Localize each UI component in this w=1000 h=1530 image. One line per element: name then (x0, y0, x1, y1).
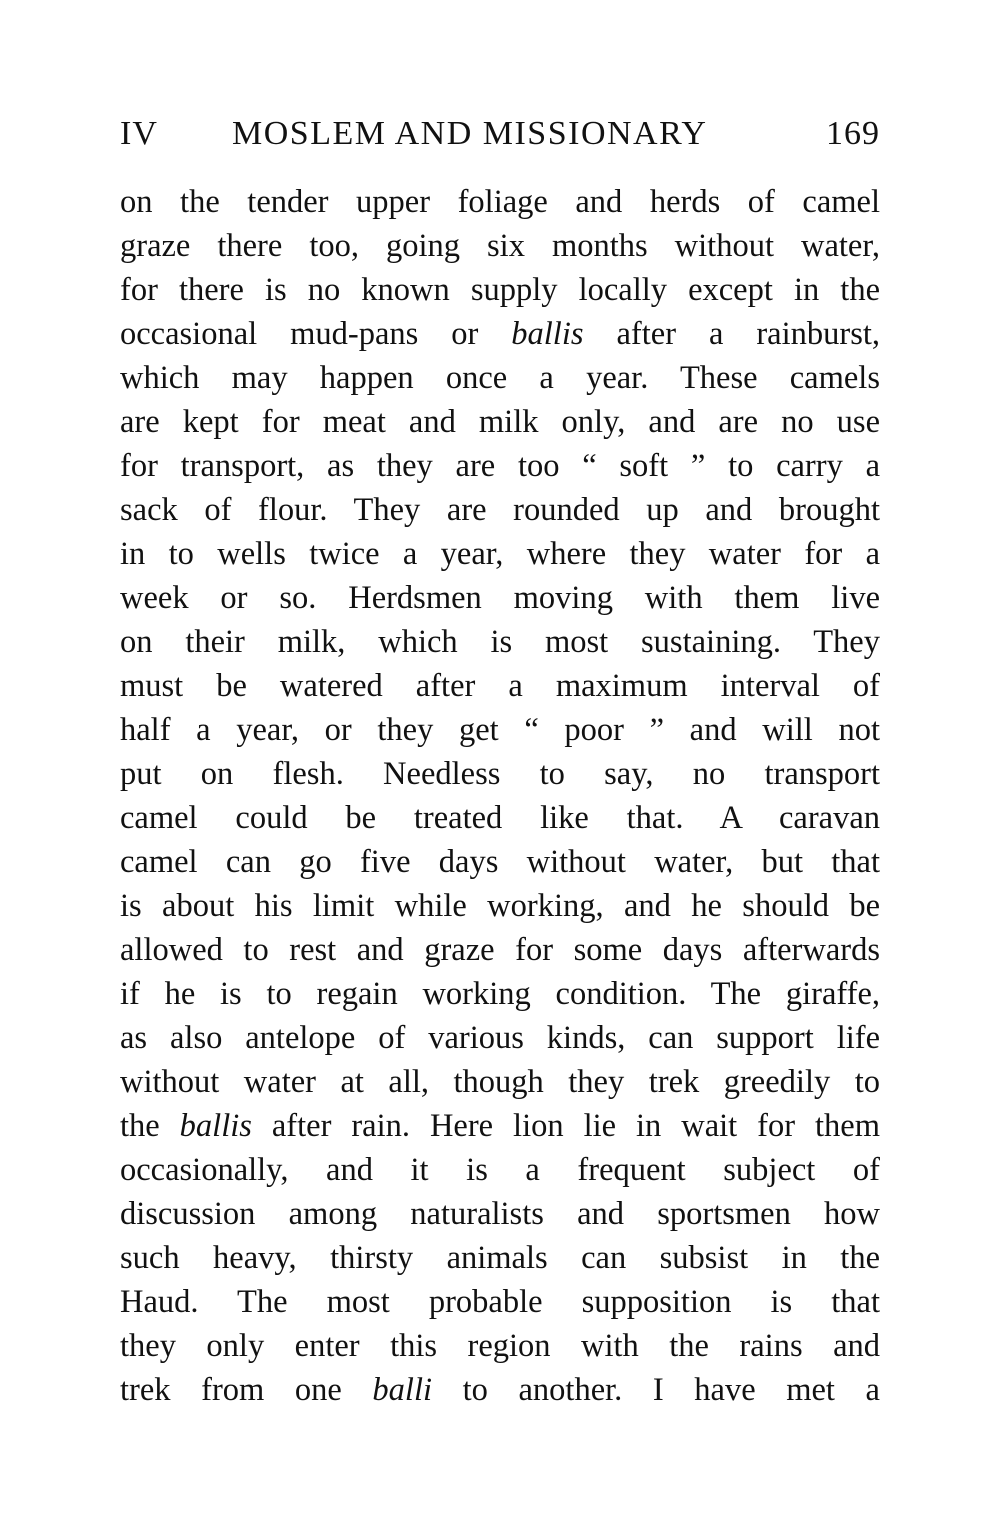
text-line (120, 928, 880, 972)
text-run: as also antelope of various kinds, can support life (120, 1020, 880, 1056)
text-run: such heavy, thirsty animals can subsist in the (120, 1240, 880, 1276)
text-run: must be watered after a maximum interval of (120, 668, 880, 704)
text-run: for there is no known supply locally except in the (120, 272, 880, 308)
text-line (120, 1148, 880, 1192)
text-run: they only enter this region with the rains and (120, 1328, 880, 1364)
text-line (120, 488, 880, 532)
text-run: discussion among naturalists and sportsmen how (120, 1196, 880, 1232)
running-title: MOSLEM AND MISSIONARY (232, 115, 708, 152)
text-run: is about his limit while working, and he should be (120, 888, 880, 924)
text-line (120, 752, 880, 796)
text-line (120, 532, 880, 576)
text-run: if he is to regain working condition. The giraffe, (120, 976, 880, 1012)
text-run: to another. I have met a (432, 1372, 880, 1408)
text-line (120, 664, 880, 708)
text-line (120, 840, 880, 884)
text-run: after a rainburst, (583, 316, 881, 352)
text-run: for transport, as they are too “ soft ” to carry a (120, 448, 880, 484)
text-line (120, 224, 880, 268)
italic-term: ballis (511, 316, 584, 352)
text-run: without water at all, though they trek greedily to (120, 1064, 880, 1100)
text-line (120, 1324, 880, 1368)
text-run: in to wells twice a year, where they water for a (120, 536, 880, 572)
text-run: on the tender upper foliage and herds of camel (120, 184, 880, 220)
text-line (120, 708, 880, 752)
text-line (120, 1016, 880, 1060)
text-run: are kept for meat and milk only, and are no use (120, 404, 880, 440)
text-line (120, 1060, 880, 1104)
page-number: 169 (826, 115, 880, 152)
text-run: the (120, 1108, 180, 1144)
running-head (120, 112, 880, 156)
body-paragraph (120, 180, 880, 1412)
text-run: camel can go five days without water, but that (120, 844, 880, 880)
text-run: sack of flour. They are rounded up and brought (120, 492, 880, 528)
text-line (120, 972, 880, 1016)
text-run: after rain. Here lion lie in wait for them (251, 1108, 880, 1144)
chapter-number: IV (120, 115, 158, 152)
text-run: occasional mud-pans or (120, 316, 512, 352)
text-run: on their milk, which is most sustaining. They (120, 624, 880, 660)
text-line (120, 1104, 880, 1148)
italic-term: balli (372, 1372, 433, 1408)
text-run: trek from one (120, 1372, 373, 1408)
text-run: occasionally, and it is a frequent subject of (120, 1152, 880, 1188)
text-run: half a year, or they get “ poor ” and will not (120, 712, 880, 748)
text-run: Haud. The most probable supposition is that (120, 1284, 880, 1320)
text-line (120, 444, 880, 488)
text-line (120, 1368, 880, 1412)
text-line (120, 884, 880, 928)
italic-term: ballis (179, 1108, 252, 1144)
text-line (120, 1236, 880, 1280)
text-line (120, 576, 880, 620)
text-line (120, 268, 880, 312)
text-run: which may happen once a year. These camels (120, 360, 880, 396)
text-line (120, 180, 880, 224)
text-line (120, 1280, 880, 1324)
text-run: put on flesh. Needless to say, no transport (120, 756, 880, 792)
text-run: week or so. Herdsmen moving with them live (120, 580, 880, 616)
text-line (120, 356, 880, 400)
text-line (120, 312, 880, 356)
text-run: camel could be treated like that. A caravan (120, 800, 880, 836)
text-run: graze there too, going six months without water, (120, 228, 880, 264)
text-line (120, 796, 880, 840)
text-run: allowed to rest and graze for some days afterwards (120, 932, 880, 968)
text-line (120, 1192, 880, 1236)
text-line (120, 400, 880, 444)
text-line (120, 620, 880, 664)
